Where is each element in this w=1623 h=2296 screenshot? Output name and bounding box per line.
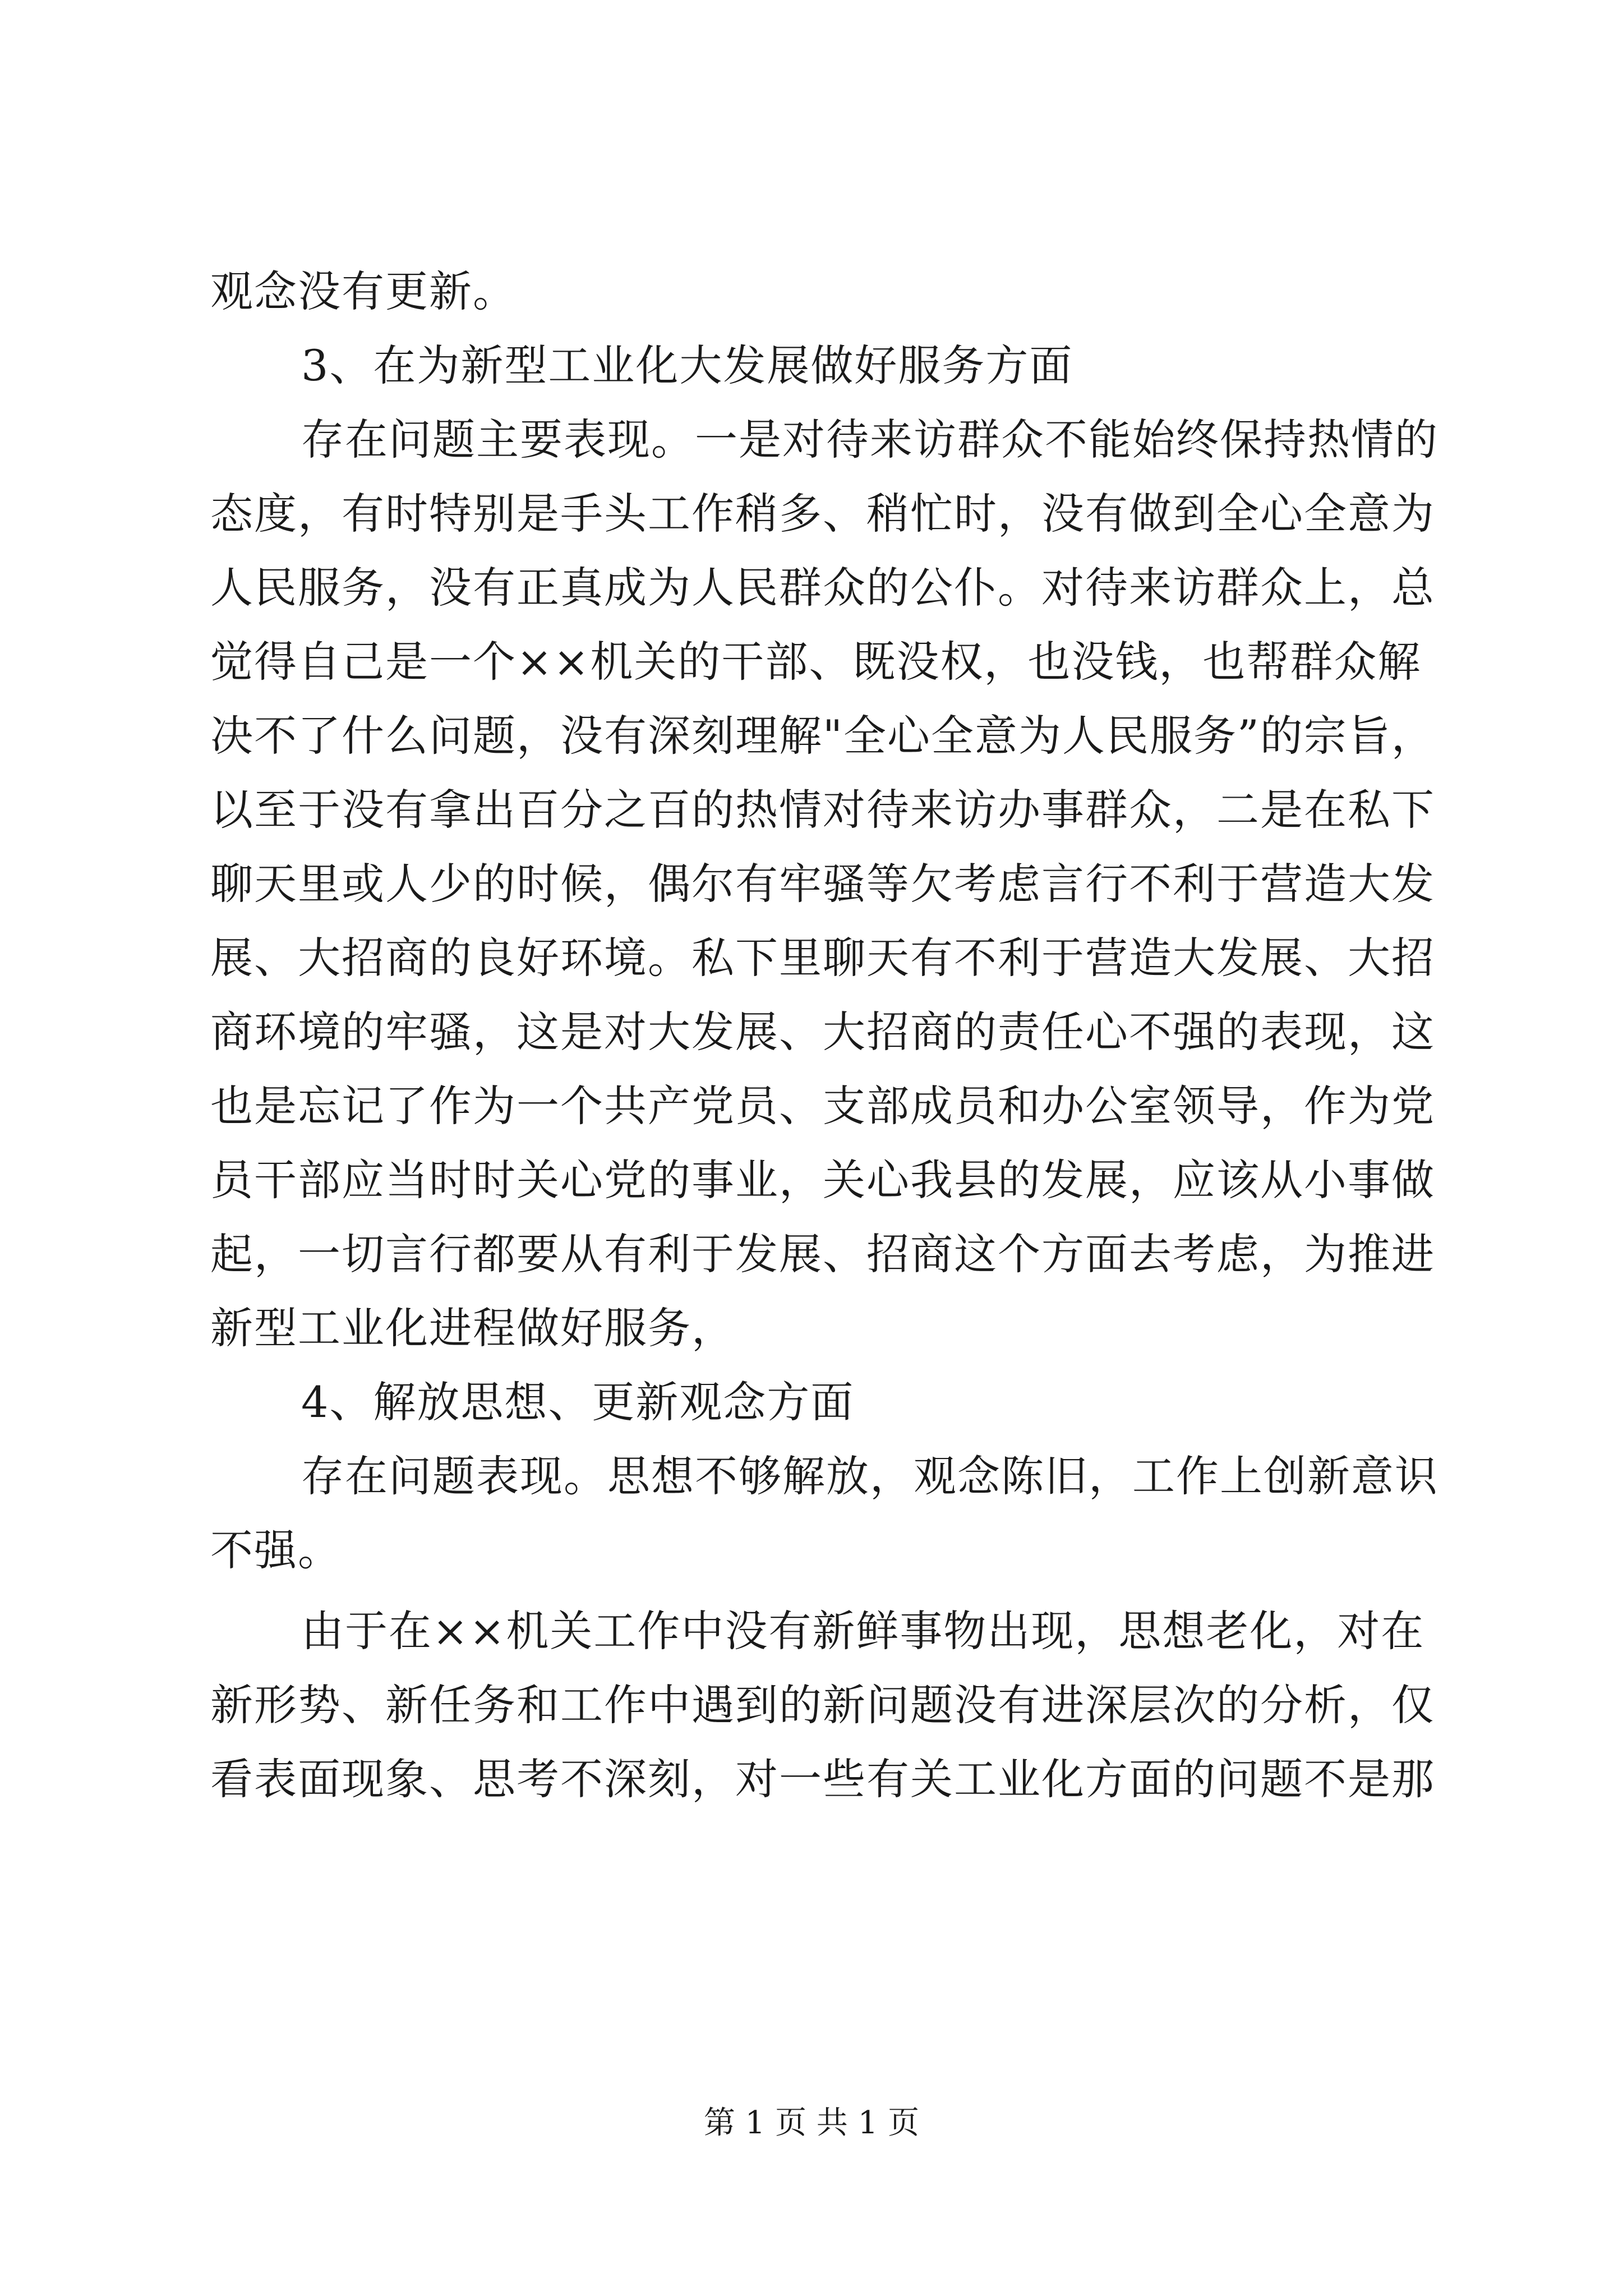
body-line: 不强。 <box>210 1525 342 1575</box>
body-line: 由于在××机关工作中没有新鲜事物出现，思想老化，对在 <box>301 1606 1425 1656</box>
body-line: 看表面现象、思考不深刻，对一些有关工业化方面的问题不是那 <box>210 1754 1435 1804</box>
body-line: 存在问题主要表现。一是对待来访群众不能始终保持热情的 <box>301 415 1438 464</box>
body-line: 也是忘记了作为一个共产党员、支部成员和办公室领导，作为党 <box>210 1081 1435 1131</box>
body-line: 觉得自己是一个××机关的干部、既没权，也没钱，也帮群众解 <box>210 637 1422 687</box>
body-line: 起，一切言行都要从有利于发展、招商这个方面去考虑，为推进 <box>210 1229 1435 1279</box>
body-line: 决不了什么问题，没有深刻理解"全心全意为人民服务”的宗旨， <box>210 711 1435 761</box>
body-line: 态度，有时特别是手头工作稍多、稍忙时，没有做到全心全意为 <box>210 489 1435 539</box>
body-line: 以至于没有拿出百分之百的热情对待来访办事群众，二是在私下 <box>210 785 1435 835</box>
body-line: 存在问题表现。思想不够解放，观念陈旧，工作上创新意识 <box>301 1451 1438 1501</box>
body-line: 商环境的牢骚，这是对大发展、大招商的责任心不强的表现，这 <box>210 1007 1435 1057</box>
body-line: 员干部应当时时关心党的事业，关心我县的发展，应该从小事做 <box>210 1155 1435 1205</box>
body-line: 新型工业化进程做好服务， <box>210 1303 735 1353</box>
body-line: 人民服务，没有正真成为人民群众的公仆。对待来访群众上，总 <box>210 563 1435 613</box>
section-heading: 4、解放思想、更新观念方面 <box>301 1377 855 1427</box>
section-heading: 3、在为新型工业化大发展做好服务方面 <box>301 341 1073 390</box>
body-line: 新形势、新任务和工作中遇到的新问题没有进深层次的分析，仅 <box>210 1680 1435 1730</box>
body-line: 观念没有更新。 <box>210 266 517 316</box>
body-line: 展、大招商的良好环境。私下里聊天有不利于营造大发展、大招 <box>210 933 1435 983</box>
page-number-footer: 第 1 页 共 1 页 <box>703 2105 920 2141</box>
body-line: 聊天里或人少的时候，偶尔有牢骚等欠考虑言行不利于营造大发 <box>210 859 1435 909</box>
